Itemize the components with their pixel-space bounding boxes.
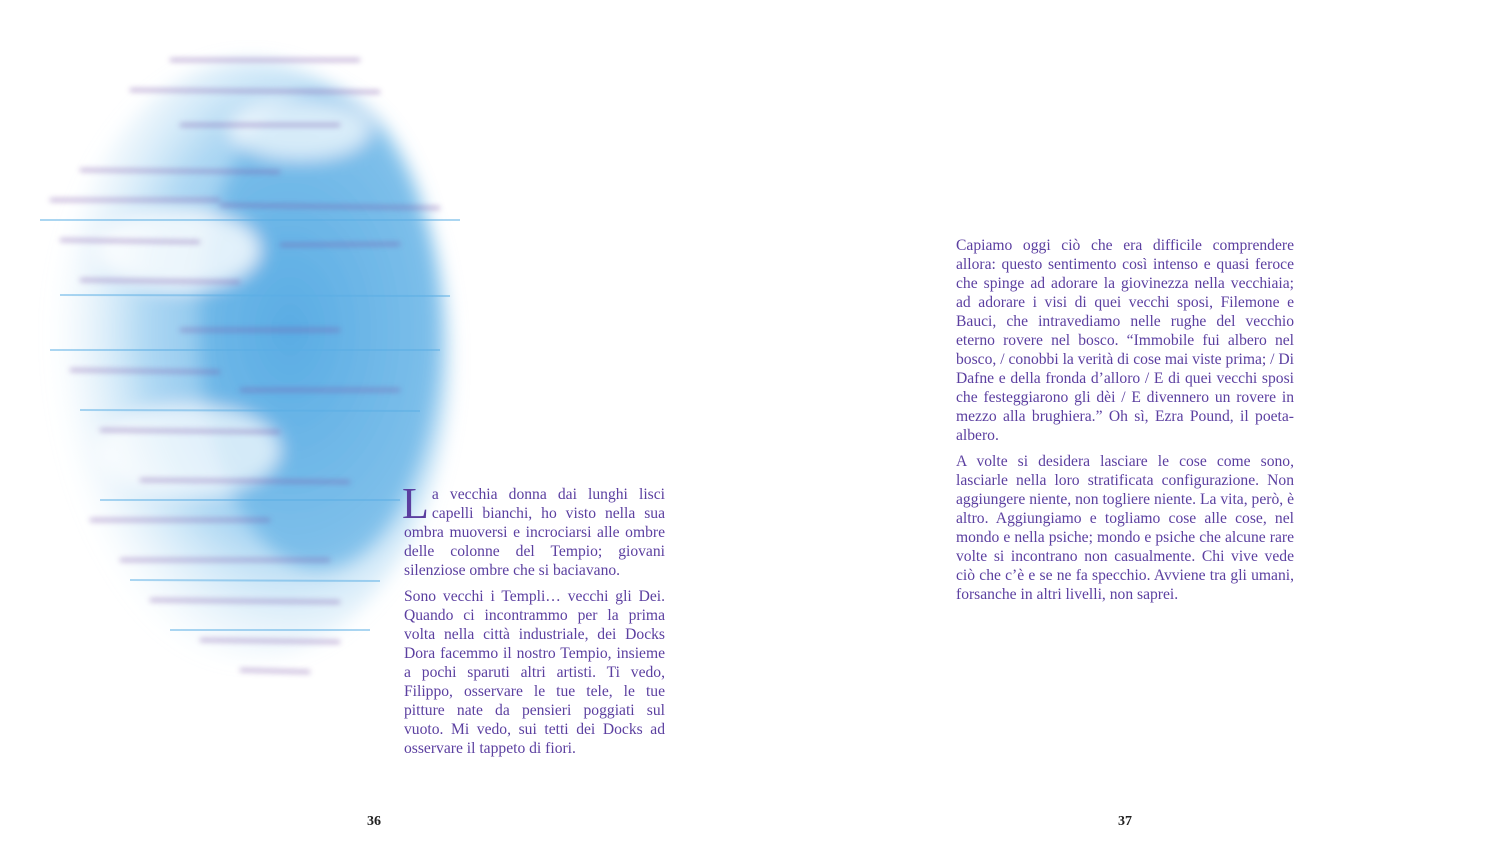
left-paragraph-1: La vecchia donna dai lunghi lisci capelli bianchi, ho visto nella sua ombra muoversi e incrociarsi alle ombre delle colonne del Tempio; giovani silenziose ombre che si baciavano.: [402, 479, 665, 579]
left-paragraph-2: Sono vecchi i Templi… vecchi gli Dei. Quando ci incontrammo per la prima volta nella città industriale, dei Docks Dora facemmo il nostro Tempio, insieme a pochi sparuti altri artisti. Ti vedo, Filippo, osservare le tue tele, le tue pitture nate da pensieri poggiati sul vuoto. Mi vedo, sui tetti dei Docks ad osservare il tappeto di fiori.: [404, 588, 665, 757]
right-paragraph-2: A volte si desidera lasciare le cose come sono, lasciarle nella loro stratificata configurazione. Non aggiungere niente, non togliere niente. La vita, però, è altro. Aggiungiamo e togliamo cose alle cose, nel mondo e nella psiche; mondo e psiche che alcune rare volte si incontrano non casualmente. Chi vive vede ciò che c’è e se ne fa specchio. Avviene tra gli umani, forsanche in altri livelli, non saprei.: [956, 453, 1294, 603]
right-paragraph-1: Capiamo oggi ciò che era difficile comprendere allora: questo sentimento così intenso e quasi feroce che spinge ad adorare la giovinezza nella vecchiaia; ad adorare i visi di quei vecchi sposi, Filemone e Bauci, che intravediamo nelle rughe del vecchio eterno rovere nel bosco. “Immobile fui albero nel bosco, / conobbi la verità di cose mai viste prima; / Di Dafne e della fronda d’alloro / E di quei vecchi sposi che festeggiarono gli dèi / E divennero un rovere in mezzo alla brughiera.” Oh sì, Ezra Pound, il poeta-albero.: [956, 237, 1294, 444]
right-page: [750, 0, 1500, 862]
right-body-text: [956, 236, 1294, 611]
page-number-right: 37: [1118, 814, 1132, 829]
left-body-text: [402, 479, 665, 765]
page-number-left: 36: [367, 814, 381, 829]
drop-cap: L: [402, 479, 429, 528]
